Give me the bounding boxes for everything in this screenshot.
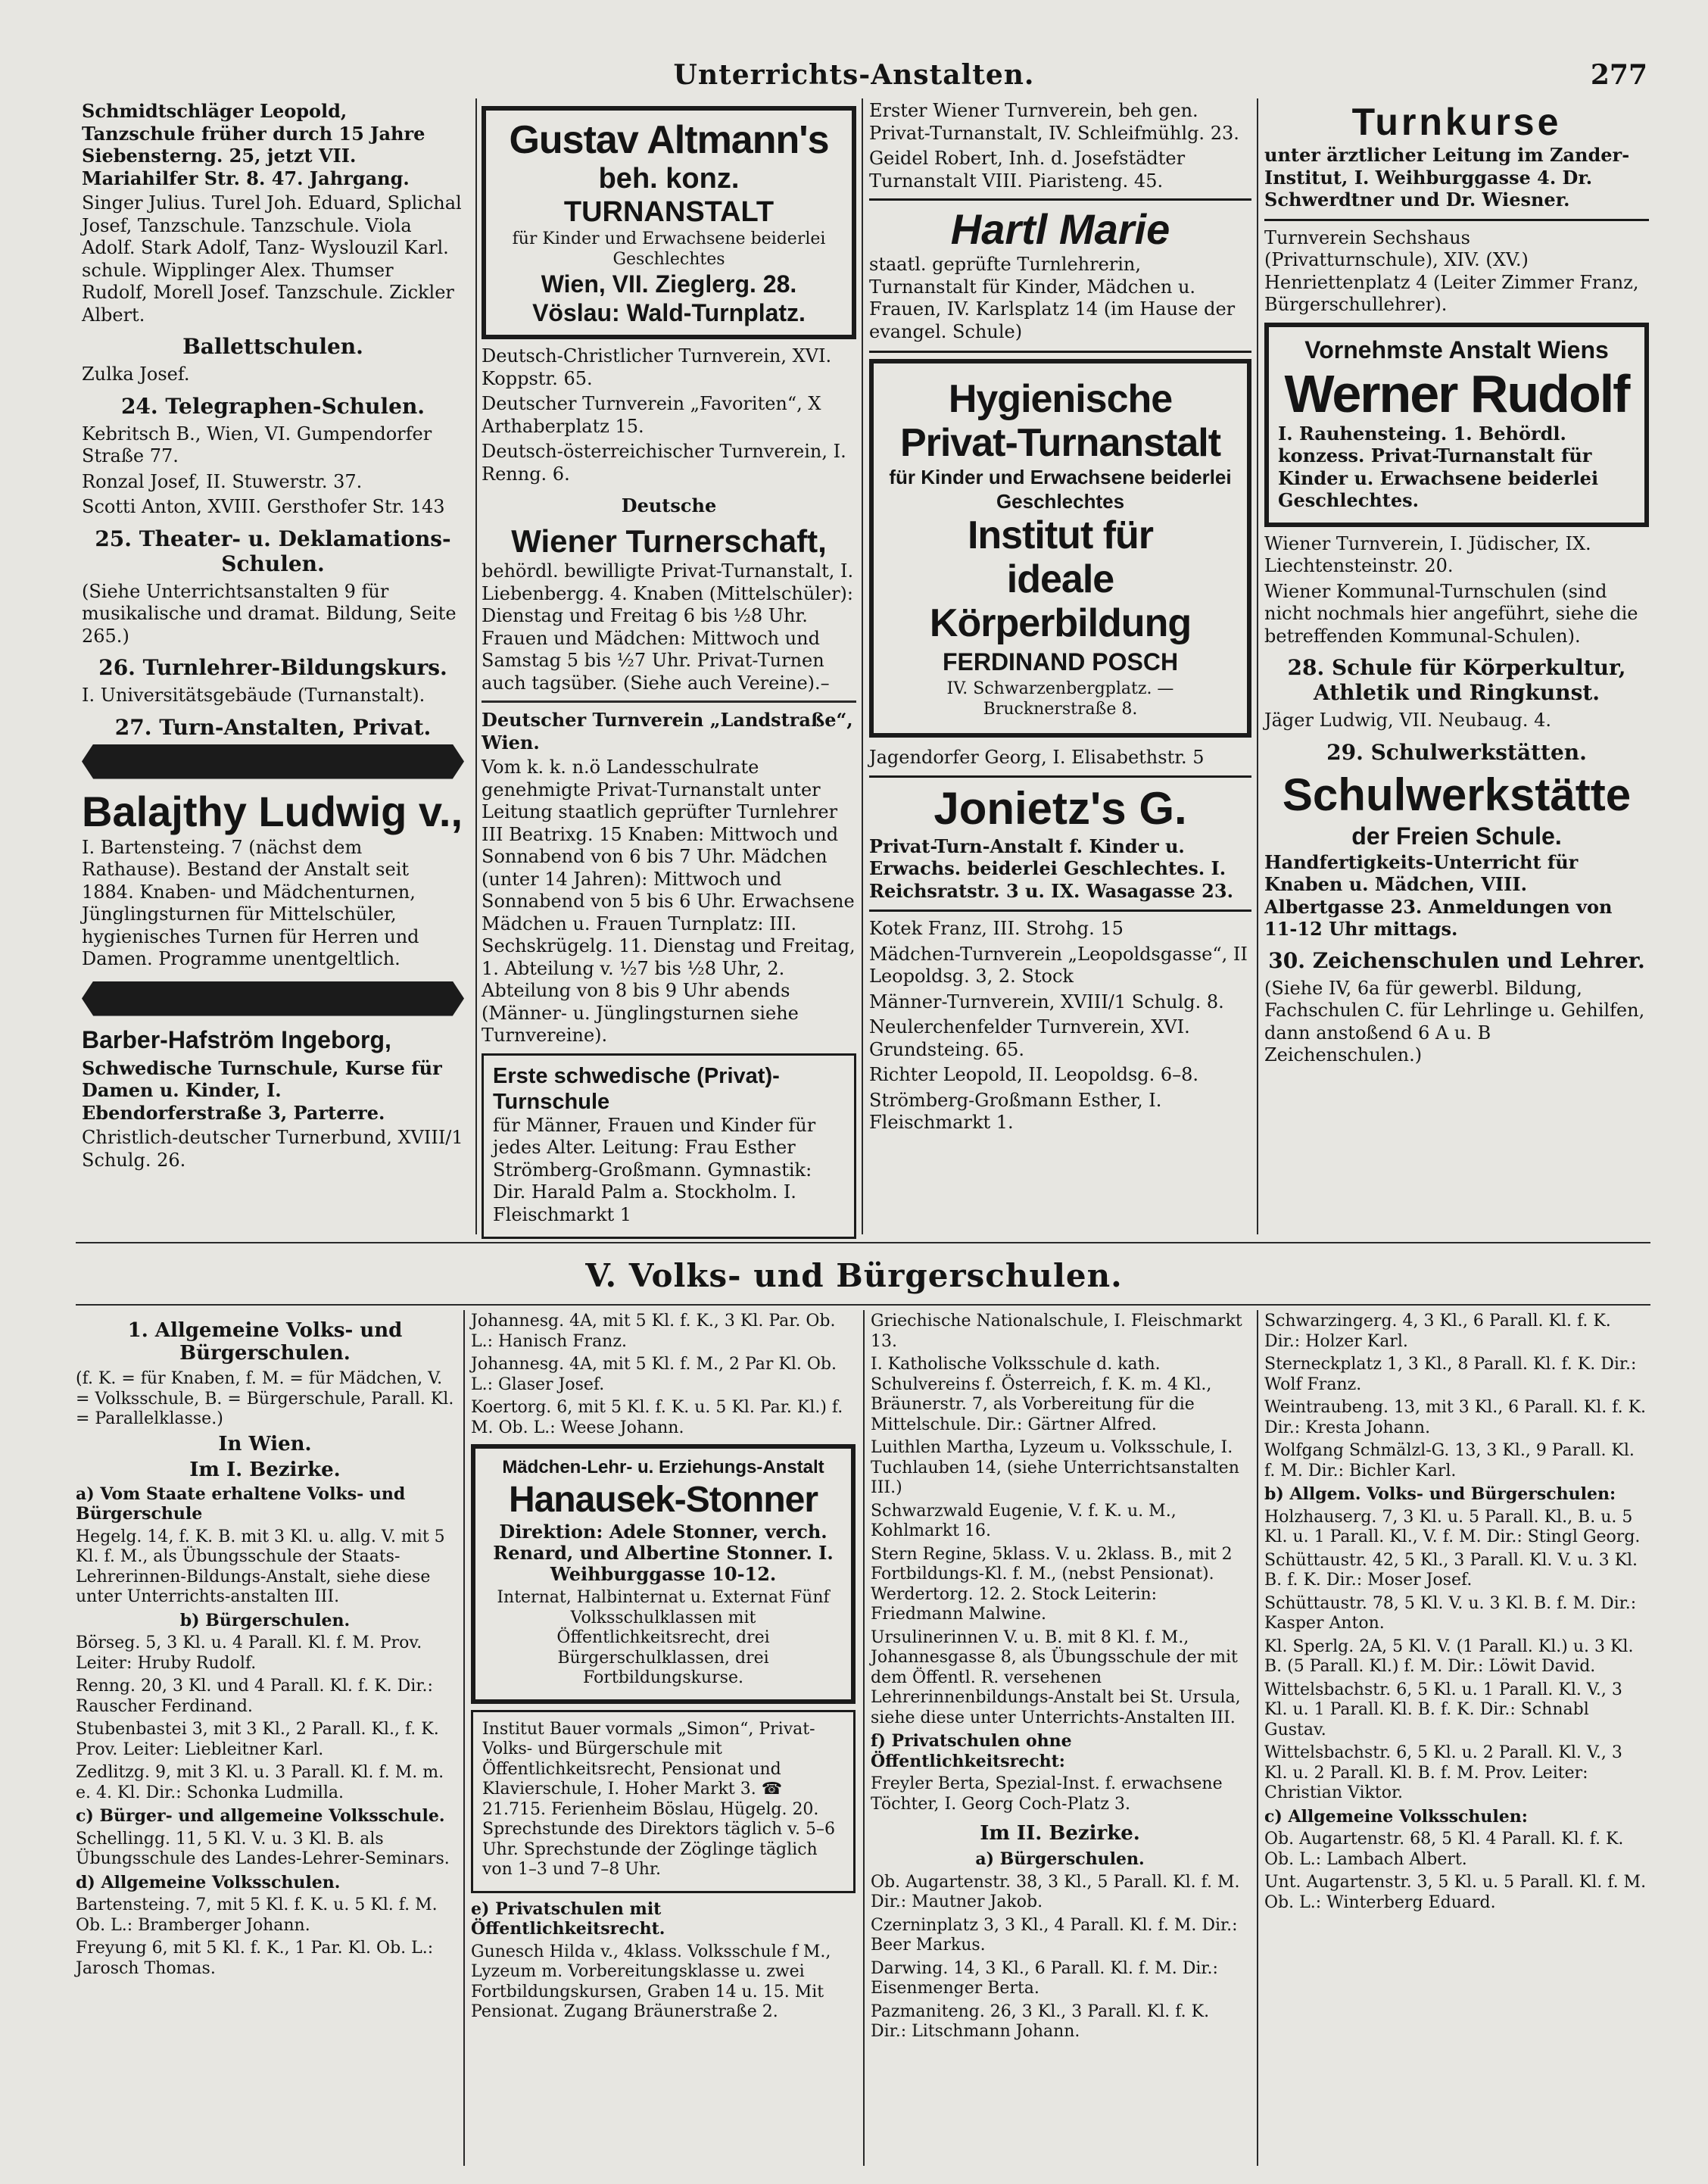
entry: Kl. Sperlg. 2A, 5 Kl. V. (1 Parall. Kl.) u. 3 Kl. B. (5 Parall. Kl.) f. M. Dir.: Löwit David. <box>1264 1636 1634 1676</box>
entry: Zedlitzg. 9, mit 3 Kl. u. 3 Parall. Kl. f. M. m. e. 4. Kl. Dir.: Schonka Ludmilla. <box>76 1763 444 1802</box>
entry: Czerninplatz 3, 3 Kl., 4 Parall. Kl. f. M. Dir.: Beer Markus. <box>871 1915 1238 1955</box>
ad-title: Jonietz's G. <box>933 782 1187 834</box>
lower-column-1 <box>76 1312 454 1982</box>
entry: b) Allgem. Volks- und Bürgerschulen: <box>1264 1484 1616 1504</box>
section-heading: 25. Theater- u. Deklamations-Schulen. <box>95 526 451 576</box>
ad-erste-schwedische <box>482 1053 856 1240</box>
column-rule <box>863 1310 865 2166</box>
ad-title: ideale Körperbildung <box>929 557 1192 645</box>
ad-text: Direktion: Adele Stonner, verch. Renard, und Albertine Stonner. I. Weihburggasse 10-12. <box>493 1521 834 1585</box>
entry: e) Privatschulen mit Öffentlichkeitsrecht. <box>471 1899 665 1939</box>
entry: Stubenbastei 3, mit 3 Kl., 2 Parall. Kl., f. K. Prov. Leiter: Liebleitner Karl. <box>76 1720 439 1759</box>
ad-address: Vöslau: Wald-Turnplatz. <box>532 299 806 326</box>
entry: (f. K. = für Knaben, f. M. = für Mädchen, V. = Volksschule, B. = Bürgerschule, Parall. Kl. = Parallelklasse.) <box>76 1369 454 1428</box>
ad-title: Balajthy Ludwig v., <box>82 787 463 835</box>
ad-text: staatl. geprüfte Turnlehrerin, Turnanstalt für Kinder, Mädchen u. Frauen, IV. Karlsplatz 14 (im Hause der evangel. Schule) <box>869 254 1236 342</box>
entry: Wiener Turnverein, I. Jüdischer, IX. Liechtensteinstr. 20. <box>1264 532 1591 576</box>
ad-pretitle: Vornehmste Anstalt Wiens <box>1304 335 1609 363</box>
entry: I. Katholische Volksschule d. kath. Schulvereins f. Österreich, f. K. m. 4 Kl., Bräunerstr. 7, als Vorbereitung für die Mittelschule. Dir.: Gärtner Alfred. <box>871 1355 1212 1434</box>
entry: Hegelg. 14, f. K. B. mit 3 Kl. u. allg. V. mit 5 Kl. f. M., als Übungsschule der Staats-Lehrerinnen-Bildungs-Anstalt, siehe diese unter Unterrichts-anstalten III. <box>76 1527 445 1606</box>
subheading: Im II. Bezirke. <box>980 1822 1140 1845</box>
entry: Schüttaustr. 42, 5 Kl., 3 Parall. Kl. V. u. 3 Kl. B. f. K. Dir.: Moser Josef. <box>1264 1550 1638 1590</box>
ad-hartl <box>869 198 1251 353</box>
ad-title: Schulwerkstätte <box>1282 769 1632 820</box>
entry: Kotek Franz, III. Strohg. 15 <box>869 918 1124 939</box>
column-4 <box>1264 100 1649 1070</box>
lower-column-3 <box>871 1312 1249 2045</box>
ad-subtitle: beh. konz. TURNANSTALT <box>563 163 775 228</box>
ad-jonietz <box>869 775 1251 913</box>
ad-title: Privat-Turnanstalt <box>899 421 1221 465</box>
entry: Wittelsbachstr. 6, 5 Kl. u. 1 Parall. Kl. V., 3 Kl. u. 1 Parall. Kl. B. f. K. Dir.: Schnabl Gustav. <box>1264 1680 1622 1739</box>
section-heading: 28. Schule für Körperkultur, Athletik und Ringkunst. <box>1287 655 1626 705</box>
entry: Wittelsbachstr. 6, 5 Kl. u. 2 Parall. Kl. V., 3 Kl. u. 2 Parall. Kl. B. f. M. Prov. Leiter: Christian Viktor. <box>1264 1743 1622 1802</box>
ad-wiener-turnerschaft <box>482 493 856 694</box>
ad-text: unter ärztlicher Leitung im Zander-Institut, I. Weihburggasse 4. Dr. Schwerdtner und Dr. Wiesner. <box>1264 144 1630 211</box>
ad-title: Werner Rudolf <box>1284 363 1629 423</box>
subheading: Im I. Bezirke. <box>189 1458 341 1481</box>
entry: Renng. 20, 3 Kl. und 4 Parall. Kl. f. K. Dir.: Rauscher Ferdinand. <box>76 1677 433 1716</box>
ad-pretitle: Deutsche <box>621 495 717 516</box>
entry: Weintraubeng. 13, mit 3 Kl., 6 Parall. Kl. f. K. Dir.: Kresta Johann. <box>1264 1398 1647 1437</box>
ad-text: Handfertigkeits-Unterricht für Knaben u. Mädchen, VIII. Albertgasse 23. Anmeldungen von 11-12 Uhr mittags. <box>1264 850 1613 940</box>
ad-subtitle: für Kinder und Erwachsene beiderlei Geschlechtes <box>889 466 1232 513</box>
ad-title: Gustav Altmann's <box>509 118 829 162</box>
ad-title: Hanausek-Stonner <box>508 1480 818 1520</box>
entry: Scotti Anton, XVIII. Gersthofer Str. 143 <box>82 496 445 517</box>
ad-turnkurse <box>1264 100 1649 221</box>
entry: Ob. Augartenstr. 38, 3 Kl., 5 Parall. Kl. f. M. Dir.: Mautner Jakob. <box>871 1872 1240 1911</box>
entry: Erster Wiener Turnverein, beh gen. Privat-Turnanstalt, IV. Schleifmühlg. 23. <box>869 100 1239 144</box>
entry: Männer-Turnverein, XVIII/1 Schulg. 8. <box>869 991 1224 1012</box>
column-rule <box>862 98 863 1234</box>
entry: Kebritsch B., Wien, VI. Gumpendorfer Straße 77. <box>82 423 432 466</box>
entry: Freyler Berta, Spezial-Inst. f. erwachsene Töchter, I. Georg Coch-Platz 3. <box>871 1774 1223 1814</box>
ad-subtitle: der Freien Schule. <box>1351 822 1562 850</box>
ad-title: Deutscher Turnverein „Landstraße“, Wien. <box>482 709 853 753</box>
entry: f) Privatschulen ohne Öffentlichkeitsrecht: <box>871 1731 1072 1771</box>
section-title: V. Volks- und Bürgerschulen. <box>585 1257 1123 1294</box>
ad-title: Erste schwedische (Privat)-Turnschule <box>493 1063 780 1114</box>
ad-hanausek <box>471 1444 856 1704</box>
entry: Deutscher Turnverein „Favoriten“, X Arthaberplatz 15. <box>482 393 821 437</box>
ad-title: Hartl Marie <box>950 205 1170 253</box>
column-rule <box>1257 1310 1258 2166</box>
entry: Bartensteing. 7, mit 5 Kl. f. K. u. 5 Kl. f. M. Ob. L.: Bramberger Johann. <box>76 1895 438 1935</box>
ad-hygienische <box>869 359 1251 738</box>
entry: (Siehe IV, 6a für gewerbl. Bildung, Fachschulen C. für Lehrlinge u. Gehilfen, dann anstoßend 6 A u. B Zeichenschulen.) <box>1264 977 1645 1065</box>
subheading: a) Bürgerschulen. <box>975 1849 1145 1869</box>
ad-balajthy <box>82 784 464 977</box>
entry: Christlich-deutscher Turnerbund, XVIII/1 Schulg. 26. <box>82 1127 463 1171</box>
section-heading: 29. Schulwerkstätten. <box>1326 739 1587 765</box>
entry: Zulka Josef. <box>82 363 190 385</box>
entry: Gunesch Hilda v., 4klass. Volksschule f M., Lyzeum m. Vorbereitungsklasse u. zwei Fortbildungskursen, Graben 14 u. 15. Mit Pensionat. Zugang Bräunerstraße 2. <box>471 1942 831 2021</box>
entry: Koertorg. 6, mit 5 Kl. f. K. u. 5 Kl. Par. Kl.) f. M. Ob. L.: Weese Johann. <box>471 1398 843 1437</box>
column-rule <box>475 98 477 1234</box>
entry: Unt. Augartenstr. 3, 5 Kl. u. 5 Parall. Kl. f. M. Ob. L.: Winterberg Eduard. <box>1264 1873 1647 1912</box>
entry: Ursulinerinnen V. u. B. mit 8 Kl. f. M., Johannesgasse 8, als Übungsschule der mit dem Öffentl. R. versehenen Lehrerinnenbildungs-Anstalt bei St. Ursula, siehe diese unter Unterrichts-Anstalten III. <box>871 1627 1241 1727</box>
running-header: Unterrichts-Anstalten. <box>673 59 1035 91</box>
entry: Sterneckplatz 1, 3 Kl., 8 Parall. Kl. f. K. Dir.: Wolf Franz. <box>1264 1355 1637 1394</box>
entry: c) Bürger- und allgemeine Volksschule. <box>76 1806 445 1826</box>
entry: Johannesg. 4A, mit 5 Kl. f. K., 3 Kl. Par. Ob. L.: Hanisch Franz. <box>471 1312 836 1351</box>
entry: Jäger Ludwig, VII. Neubaug. 4. <box>1264 710 1552 731</box>
ad-title: Turnkurse <box>1351 101 1562 143</box>
section-rule <box>76 1304 1650 1306</box>
entry: Deutsch-Christlicher Turnverein, XVI. Koppstr. 65. <box>482 345 832 389</box>
entry: Barber-Hafström Ingeborg, <box>82 1025 391 1053</box>
section-heading: 30. Zeichenschulen und Lehrer. <box>1268 947 1645 973</box>
column-1 <box>82 100 464 1175</box>
ad-subtitle: FERDINAND POSCH <box>942 648 1179 675</box>
entry: a) Vom Staate erhaltene Volks- und Bürgerschule <box>76 1484 406 1524</box>
section-heading: 1. Allgemeine Volks- und Bürgerschulen. <box>127 1319 403 1365</box>
entry: Jagendorfer Georg, I. Elisabethstr. 5 <box>869 747 1205 768</box>
entry: b) Bürgerschulen. <box>179 1610 351 1630</box>
entry: Geidel Robert, Inh. d. Josefstädter Turnanstalt VIII. Piaristeng. 45. <box>869 148 1186 192</box>
entry: Schüttaustr. 78, 5 Kl. V. u. 3 Kl. B. f. M. Dir.: Kasper Anton. <box>1264 1593 1637 1633</box>
section-rule <box>76 1242 1650 1243</box>
ad-text: für Männer, Frauen und Kinder für jedes Alter. Leitung: Frau Esther Strömberg-Großmann. Gymnastik: Dir. Harald Palm a. Stockholm. I. Fleischmarkt 1 <box>493 1114 816 1225</box>
entry: Wiener Kommunal-Turnschulen (sind nicht nochmals hier angeführt, siehe die betreffenden Kommunal-Schulen). <box>1264 580 1638 647</box>
lower-column-2 <box>471 1312 856 2026</box>
entry: c) Allgemeine Volksschulen: <box>1264 1806 1528 1827</box>
column-2 <box>482 100 856 1245</box>
section-heading: 24. Telegraphen-Schulen. <box>120 393 425 419</box>
ad-address: IV. Schwarzenbergplatz. — Brucknerstraße 8. <box>946 679 1174 719</box>
ad-banner <box>82 981 464 1016</box>
entry: Wolfgang Schmälzl-G. 13, 3 Kl., 9 Parall. Kl. f. M. Dir.: Bichler Karl. <box>1264 1441 1635 1480</box>
entry: Ronzal Josef, II. Stuwerstr. 37. <box>82 470 363 492</box>
ad-bauer <box>471 1710 856 1893</box>
entry: Turnverein Sechshaus (Privatturnschule), XIV. (XV.) Henriettenplatz 4 (Leiter Zimmer Franz, Bürgerschullehrer). <box>1264 226 1639 315</box>
page-number: 277 <box>1590 59 1647 91</box>
lower-column-4 <box>1264 1312 1649 1916</box>
ad-schulwerkstaette <box>1264 769 1649 941</box>
entry: Griechische Nationalschule, I. Fleischmarkt 13. <box>871 1312 1242 1351</box>
entry: Richter Leopold, II. Leopoldsg. 6–8. <box>869 1064 1199 1085</box>
entry: d) Allgemeine Volksschulen. <box>76 1872 341 1892</box>
section-heading: 26. Turnlehrer-Bildungskurs. <box>98 655 447 680</box>
entry: Pazmaniteng. 26, 3 Kl., 3 Parall. Kl. f. K. Dir.: Litschmann Johann. <box>871 2001 1210 2041</box>
entry: Schwarzwald Eugenie, V. f. K. u. M., Kohlmarkt 16. <box>871 1501 1177 1540</box>
entry: Holzhauserg. 7, 3 Kl. u. 5 Parall. Kl., B. u. 5 Kl. u. 1 Parall. Kl., V. f. M. Dir.: Stingl Georg. <box>1264 1507 1641 1546</box>
section-heading: Ballettschulen. <box>182 334 363 359</box>
entry: Strömberg-Großmann Esther, I. Fleischmarkt 1. <box>869 1089 1162 1133</box>
ad-text: I. Rauhensteing. 1. Behördl. konzess. Privat-Turnanstalt für Kinder u. Erwachsene beiderlei Geschlechtes. <box>1278 422 1599 511</box>
entry: Mädchen-Turnverein „Leopoldsgasse“, II Leopoldsg. 3, 2. Stock <box>869 943 1248 987</box>
divider <box>482 700 856 703</box>
ad-werner <box>1264 323 1649 527</box>
entry: Darwing. 14, 3 Kl., 6 Parall. Kl. f. M. Dir.: Eisenmenger Berta. <box>871 1958 1218 1998</box>
entry: I. Universitätsgebäude (Turnanstalt). <box>82 685 425 706</box>
entry: Schmidtschläger Leopold, Tanzschule früher durch 15 Jahre Siebensterng. 25, jetzt VII. Mariahilfer Str. 8. 47. Jahrgang. <box>82 100 425 189</box>
entry: Stern Regine, 5klass. V. u. 2klass. B., mit 2 Fortbildungs-Kl. f. M., (nebst Pensionat). Werdertorg. 12. 2. Stock Leiterin: Friedmann Malwine. <box>871 1544 1233 1624</box>
entry: Schellingg. 11, 5 Kl. V. u. 3 Kl. B. als Übungsschule des Landes-Lehrer-Seminars. <box>76 1829 450 1868</box>
entry: Singer Julius. Turel Joh. Eduard, Splichal Josef, Tanzschule. Tanzschule. Viola Adolf. Stark Adolf, Tanz- Wyslouzil Karl. schule. Wipplinger Alex. Thumser Rudolf, Morell Josef. Tanzschule. Zickler Albert. <box>82 192 462 326</box>
ad-text: Privat-Turn-Anstalt f. Kinder u. Erwachs. beiderlei Geschlechtes. I. Reichsratstr. 3 u. IX. Wasagasse 23. <box>869 835 1233 902</box>
ad-text: für Kinder und Erwachsene beiderlei Geschlechtes <box>512 229 826 269</box>
ad-title: Institut für <box>967 513 1154 557</box>
ad-text: I. Bartensteing. 7 (nächst dem Rathause). Bestand der Anstalt seit 1884. Knaben- und Mädchenturnen, Jünglingsturnen für Mittelschüler, hygienisches Turnen für Herren und Damen. Programme unentgeltlich. <box>82 836 419 969</box>
column-rule <box>1257 98 1258 1234</box>
entry: Deutsch-österreichischer Turnverein, I. Renng. 6. <box>482 441 846 485</box>
entry: Schwedische Turnschule, Kurse für Damen u. Kinder, I. Ebendorferstraße 3, Parterre. <box>82 1056 442 1124</box>
entry: Börseg. 5, 3 Kl. u. 4 Parall. Kl. f. M. Prov. Leiter: Hruby Rudolf. <box>76 1633 422 1673</box>
ad-pretitle: Mädchen-Lehr- u. Erziehungs-Anstalt <box>502 1457 824 1477</box>
entry: Schwarzingerg. 4, 3 Kl., 6 Parall. Kl. f. K. Dir.: Holzer Karl. <box>1264 1312 1611 1351</box>
column-rule <box>463 1310 465 2166</box>
column-3 <box>869 100 1251 1137</box>
ad-text: behördl. bewilligte Privat-Turnanstalt, I. Liebenbergg. 4. Knaben (Mittelschüler): Dienstag und Freitag 6 bis ½8 Uhr. Frauen und Mädchen: Mittwoch und Samstag 5 bis ½7 Uhr. Privat-Turnen auch tagsüber. (Siehe auch Vereine).– <box>482 560 854 694</box>
entry: (Siehe Unterrichtsanstalten 9 für musikalische und dramat. Bildung, Seite 265.) <box>82 580 457 647</box>
ad-address: Wien, VII. Zieglerg. 28. <box>541 270 797 298</box>
entry: Johannesg. 4A, mit 5 Kl. f. M., 2 Par Kl. Ob. L.: Glaser Josef. <box>471 1355 837 1394</box>
entry: Neulerchenfelder Turnverein, XVI. Grundsteing. 65. <box>869 1016 1190 1060</box>
subheading: In Wien. <box>218 1432 312 1455</box>
entry: Freyung 6, mit 5 Kl. f. K., 1 Par. Kl. Ob. L.: Jarosch Thomas. <box>76 1939 434 1978</box>
entry: Luithlen Martha, Lyzeum u. Volksschule, I. Tuchlauben 14, (siehe Unterrichtsanstalten III.) <box>871 1438 1239 1497</box>
ad-text: Vom k. k. n.ö Landesschulrate genehmigte Privat-Turnanstalt unter Leitung staatlich geprüfter Turnlehrer III Beatrixg. 15 Knaben: Mittwoch und Sonnabend von 6 bis 7 Uhr. Mädchen (unter 14 Jahren): Mittwoch und Sonnabend von 5 bis 6 Uhr. Erwachsene Mädchen u. Frauen Turnplatz: III. Sechskrügelg. 11. Dienstag und Freitag, 1. Abteilung v. ½7 bis ½8 Uhr, 2. Abteilung von 8 bis 9 Uhr abends (Männer- u. Jünglingsturnen siehe Turnvereine). <box>482 757 856 1046</box>
ad-banner <box>82 744 464 779</box>
section-heading: 27. Turn-Anstalten, Privat. <box>114 714 432 740</box>
ad-title: Hygienische <box>948 377 1173 421</box>
ad-altmann <box>482 106 856 339</box>
ad-text: Institut Bauer vormals „Simon“, Privat-Volks- und Bürgerschule mit Öffentlichkeitsrecht, Pensionat und Klavierschule, I. Hoher Markt 3. ☎ 21.715. Ferienheim Böslau, Hügelg. 20. Sprechstunde des Direktors täglich v. 5–6 Uhr. Sprechstunde der Zöglinge täglich von 1–3 und 7–8 Uhr. <box>482 1719 835 1879</box>
entry: Ob. Augartenstr. 68, 5 Kl. 4 Parall. Kl. f. K. Ob. L.: Lambach Albert. <box>1264 1830 1624 1869</box>
ad-title: Wiener Turnerschaft, <box>511 523 827 559</box>
ad-text: Internat, Halbinternat u. Externat Fünf Volksschulklassen mit Öffentlichkeitsrecht, drei Bürgerschulklassen, drei Fortbildungskurse. <box>497 1588 830 1687</box>
